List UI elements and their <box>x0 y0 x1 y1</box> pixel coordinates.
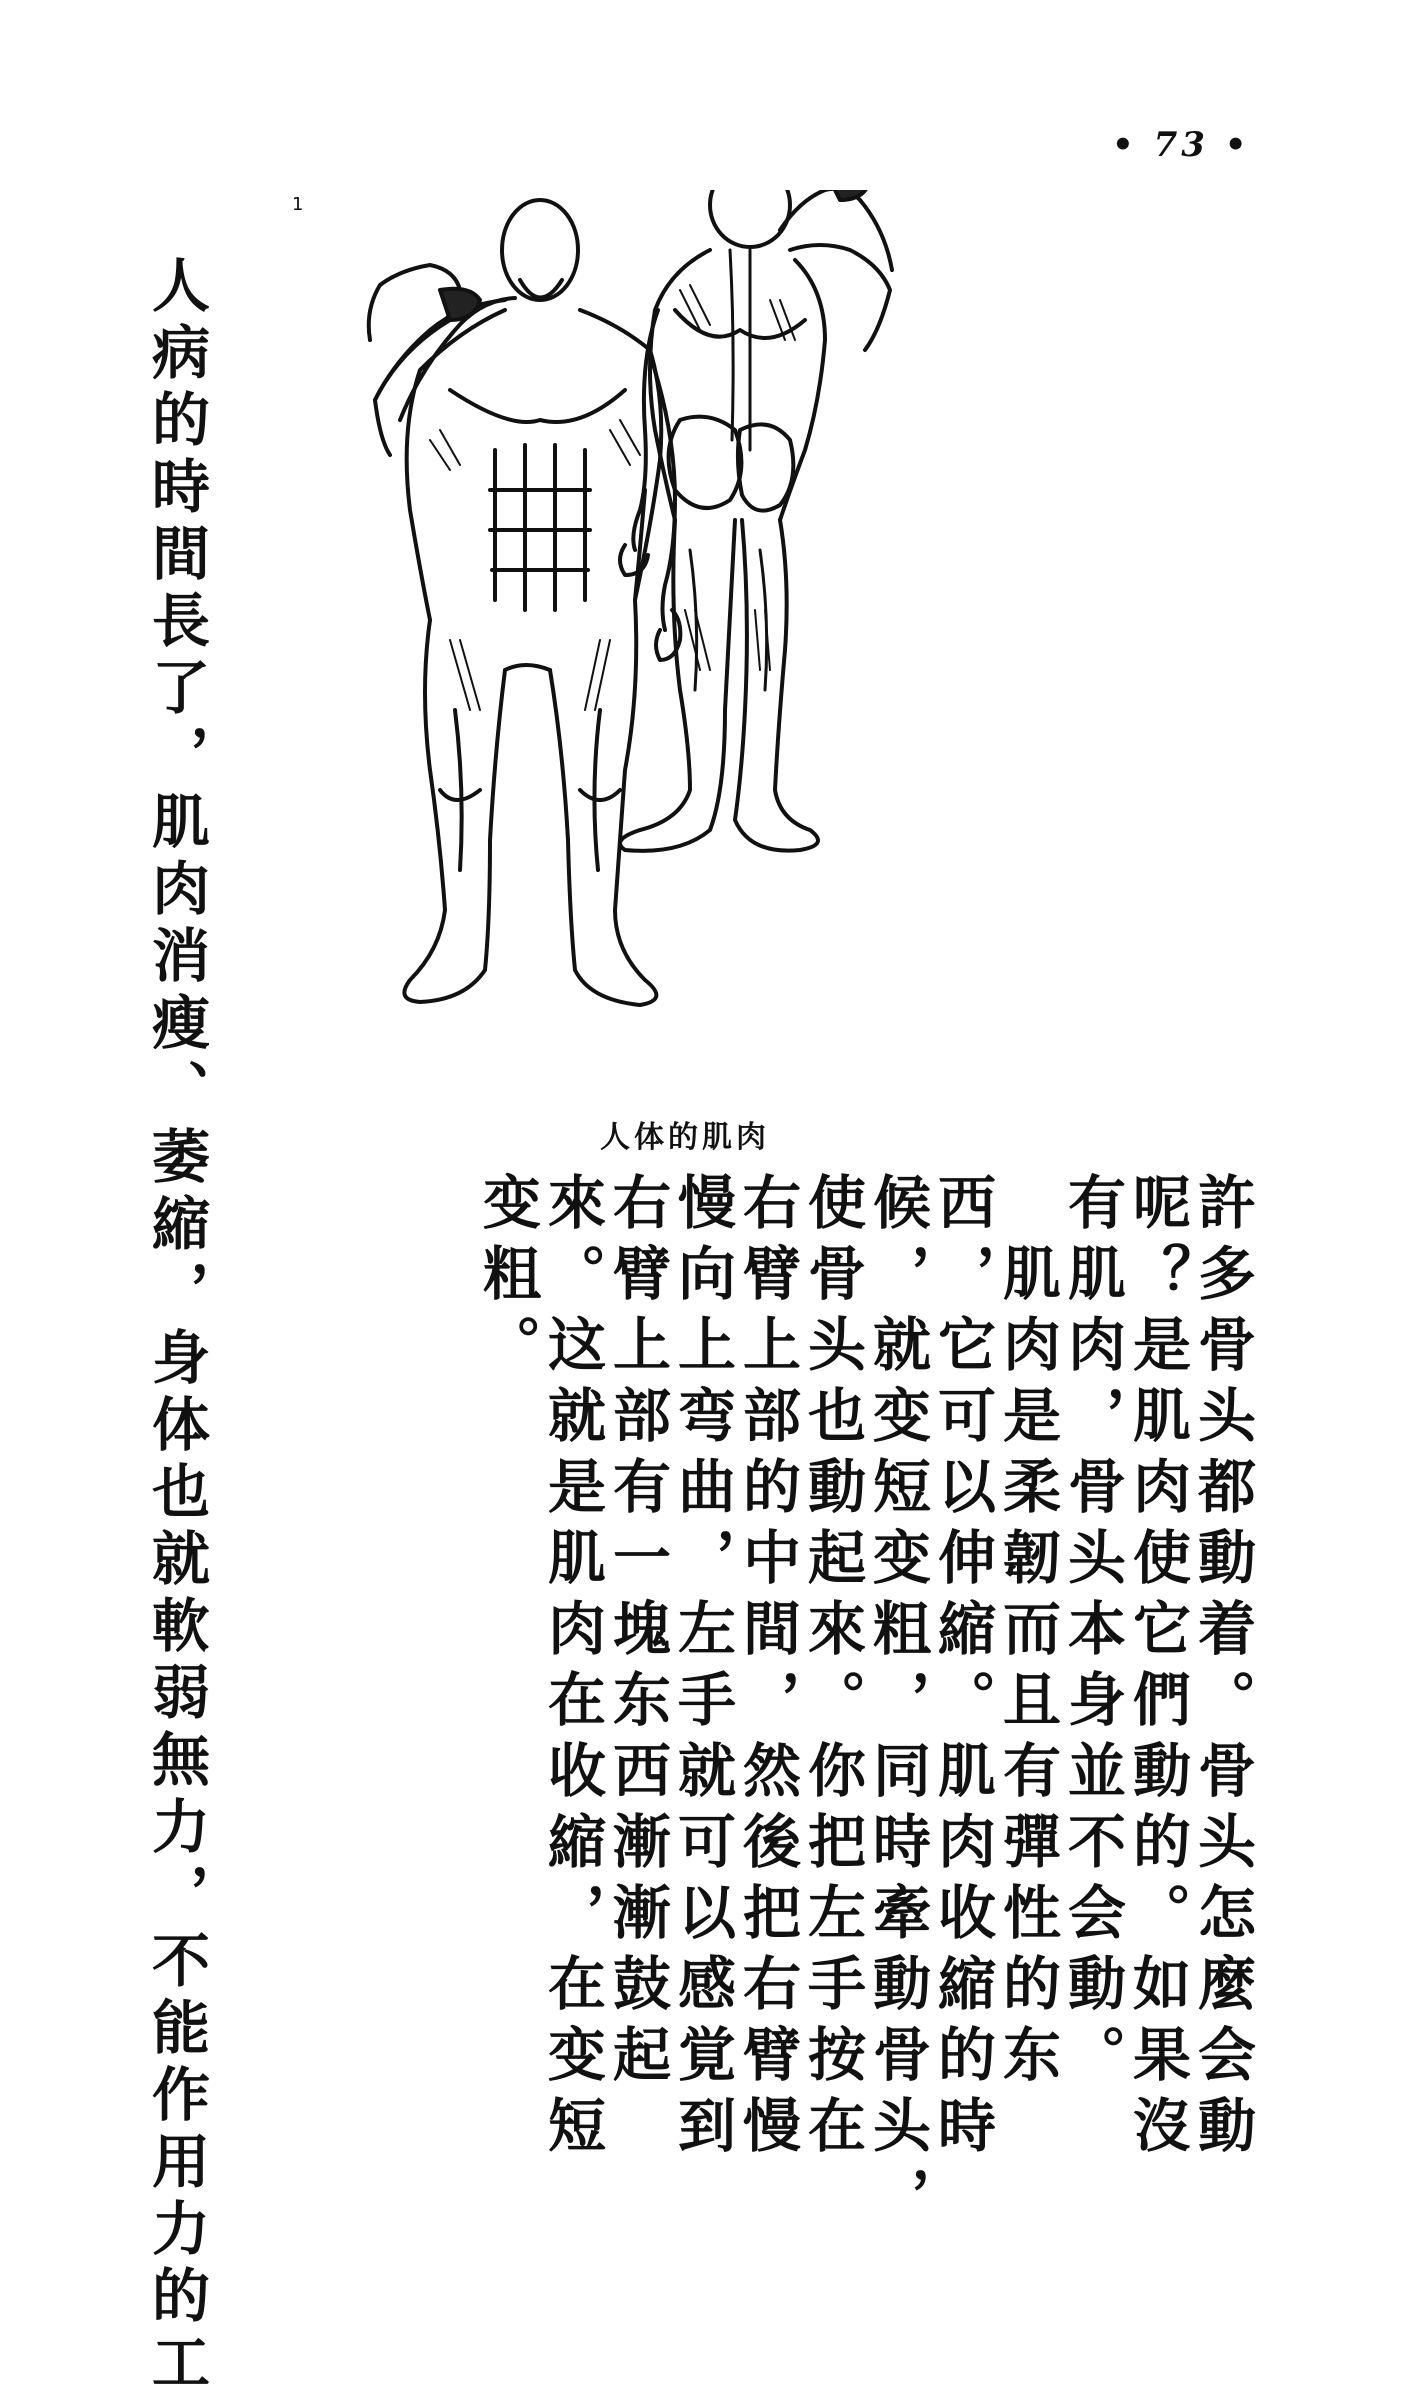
text-column-6: 候，就变短变粗，同時牽動骨头， <box>863 1172 931 2237</box>
text-column-7: 使骨头也動起來。你把左手按在 <box>798 1172 866 2166</box>
muscle-anatomy-illustration <box>280 190 1230 1120</box>
text-column-9: 慢向上弯曲，左手就可以感覚到 <box>668 1172 736 2166</box>
back-muscle-figure <box>620 190 892 851</box>
text-column-11: 來。这就是肌肉在收縮，在变短 <box>538 1172 606 2166</box>
text-column-2: 呢？是肌肉使它們動的。如果沒 <box>1123 1172 1191 2166</box>
page-number: • 73 • <box>1112 125 1251 165</box>
text-column-3: 有肌肉，骨头本身並不会動。 <box>1058 1172 1126 2095</box>
text-column-8: 右臂上部的中間，然後把右臂慢 <box>733 1172 801 2166</box>
text-column-12: 变粗。 <box>473 1172 541 1385</box>
figure-label-1: 1 <box>292 194 304 215</box>
left-margin-column: 人病的時間長了，肌肉消瘦、萎縮，身体也就軟弱無力，不能作用力的工 <box>142 255 210 2399</box>
text-column-4: 肌肉是柔韌而且有彈性的东 <box>993 1172 1061 2095</box>
text-column-10: 右臂上部有一塊东西漸漸鼓起 <box>603 1172 671 2095</box>
text-column-5: 西，它可以伸縮。肌肉收縮的時 <box>928 1172 996 2166</box>
figure-caption: 人体的肌肉 <box>600 1120 770 1155</box>
front-muscle-figure <box>369 200 681 1005</box>
text-column-1: 許多骨头都動着。骨头怎麼会動 <box>1188 1172 1256 2166</box>
